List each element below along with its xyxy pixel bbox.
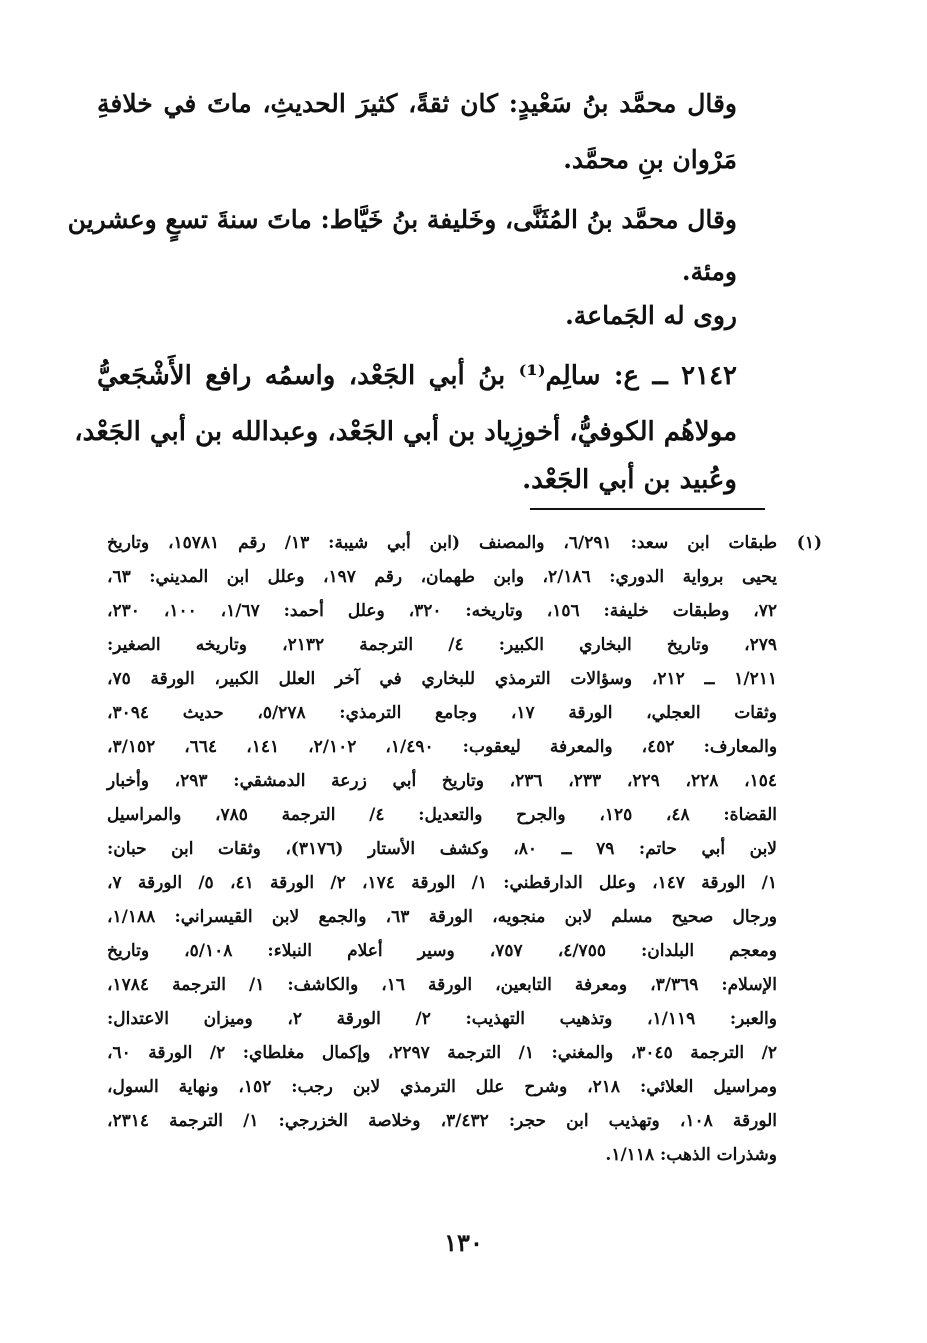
footnote-line: وشذرات الذهب: ١/١١٨.: [605, 1145, 777, 1165]
body-line: وقال محمَّد بنُ المُثَنَّى، وخَليفة بنُ خَيَّاط: ماتَ سنةَ تسعٍ وعشرين: [67, 205, 737, 234]
body-line: روى له الجَماعة.: [565, 301, 737, 330]
footnote-line: وثقات العجلي، الورقة ١٧، وجامع الترمذي: ٥/٢٧٨، حديث ٣٠٩٤،: [107, 703, 777, 723]
footnote-line: الإسلام: ٣/٣٦٩، ومعرفة التابعين، الورقة ١٦، والكاشف: ١/ الترجمة ١٧٨٤،: [107, 975, 777, 995]
entry-line: مولاهُم الكوفيُّ، أخوزِياد بن أبي الجَعْد، وعبدالله بن أبي الجَعْد،: [74, 417, 737, 447]
entry-heading-line: ٢١٤٢ ــ ع: سالِم⁽¹⁾ بنُ أبي الجَعْد، واسمُه رافع الأَشْجَعيُّ: [97, 361, 737, 391]
body-line: وقال محمَّد بنُ سَعْيدٍ: كان ثقةً، كثيرَ الحديثِ، ماتَ في خلافةِ: [97, 89, 737, 118]
footnote-line: ومعجم البلدان: ٤/٧٥٥، ٧٥٧، وسير أعلام النبلاء: ٥/١٠٨، وتاريخ: [107, 941, 777, 961]
footnote-line: ورجال صحيح مسلم لابن منجويه، الورقة ٦٣، والجمع لابن القيسراني: ١/١٨٨،: [107, 907, 777, 927]
footnote-line: القضاة: ٤٨، ١٢٥، والجرح والتعديل: ٤/ الترجمة ٧٨٥، والمراسيل: [107, 805, 777, 825]
footnote-number: (١): [796, 533, 822, 553]
footnote-line: يحيى برواية الدوري: ٢/١٨٦، وابن طهمان، رقم ١٩٧، وعلل ابن المديني: ٦٣،: [107, 567, 778, 587]
page-number: ١٣٠: [444, 1228, 483, 1257]
body-line: مَرْوان بنِ محمَّد.: [563, 145, 737, 174]
footnote-line: ٢٧٩، وتاريخ البخاري الكبير: ٤/ الترجمة ٢١٣٢، وتاريخه الصغير:: [107, 635, 777, 655]
footnote-line: ١٥٤، ٢٢٨، ٢٢٩، ٢٣٣، ٢٣٦، وتاريخ أبي زرعة الدمشقي: ٢٩٣، وأخبار: [107, 771, 778, 791]
footnote-line: ١/ الورقة ١٤٧، وعلل الدارقطني: ١/ الورقة ١٧٤، ٢/ الورقة ٤١، ٥/ الورقة ٧،: [107, 873, 778, 893]
footnote-line: ومراسيل العلائي: ٢١٨، وشرح علل الترمذي لابن رجب: ١٥٢، ونهاية السول،: [107, 1077, 777, 1097]
footnote-line: لابن أبي حاتم: ٧٩ ــ ٨٠، وكشف الأستار (٣١٧٦)، وثقات ابن حبان:: [107, 839, 777, 859]
footnote-line: ١/٢١١ ــ ٢١٢، وسؤالات الترمذي للبخاري في آخر العلل الكبير، الورقة ٧٥،: [107, 669, 777, 689]
footnote-line: والمعارف: ٤٥٢، والمعرفة ليعقوب: ١/٤٩٠، ٢/١٠٢، ١٤١، ٦٦٤، ٣/١٥٢،: [107, 737, 778, 757]
footnote-line: الورقة ١٠٨، وتهذيب ابن حجر: ٣/٤٣٢، وخلاصة الخزرجي: ١/ الترجمة ٢٣١٤،: [107, 1111, 777, 1131]
body-line: ومئة.: [681, 257, 737, 286]
footnote-separator: [530, 508, 765, 510]
footnote-line: والعبر: ١/١١٩، وتذهيب التهذيب: ٢/ الورقة ٢، وميزان الاعتدال:: [107, 1009, 777, 1029]
footnote-line: ٧٢، وطبقات خليفة: ١٥٦، وتاريخه: ٣٢٠، وعلل أحمد: ١/٦٧، ١٠٠، ٢٣٠،: [107, 601, 778, 621]
entry-line: وعُبيد بن أبي الجَعْد.: [522, 465, 737, 495]
footnote-line: ٢/ الترجمة ٣٠٤٥، والمغني: ١/ الترجمة ٢٢٩٧، وإكمال مغلطاي: ٢/ الورقة ٦٠،: [107, 1043, 777, 1063]
footnote-line: طبقات ابن سعد: ٦/٢٩١، والمصنف (ابن أبي شيبة: ١٣/ رقم ١٥٧٨١، وتاريخ: [107, 533, 777, 553]
